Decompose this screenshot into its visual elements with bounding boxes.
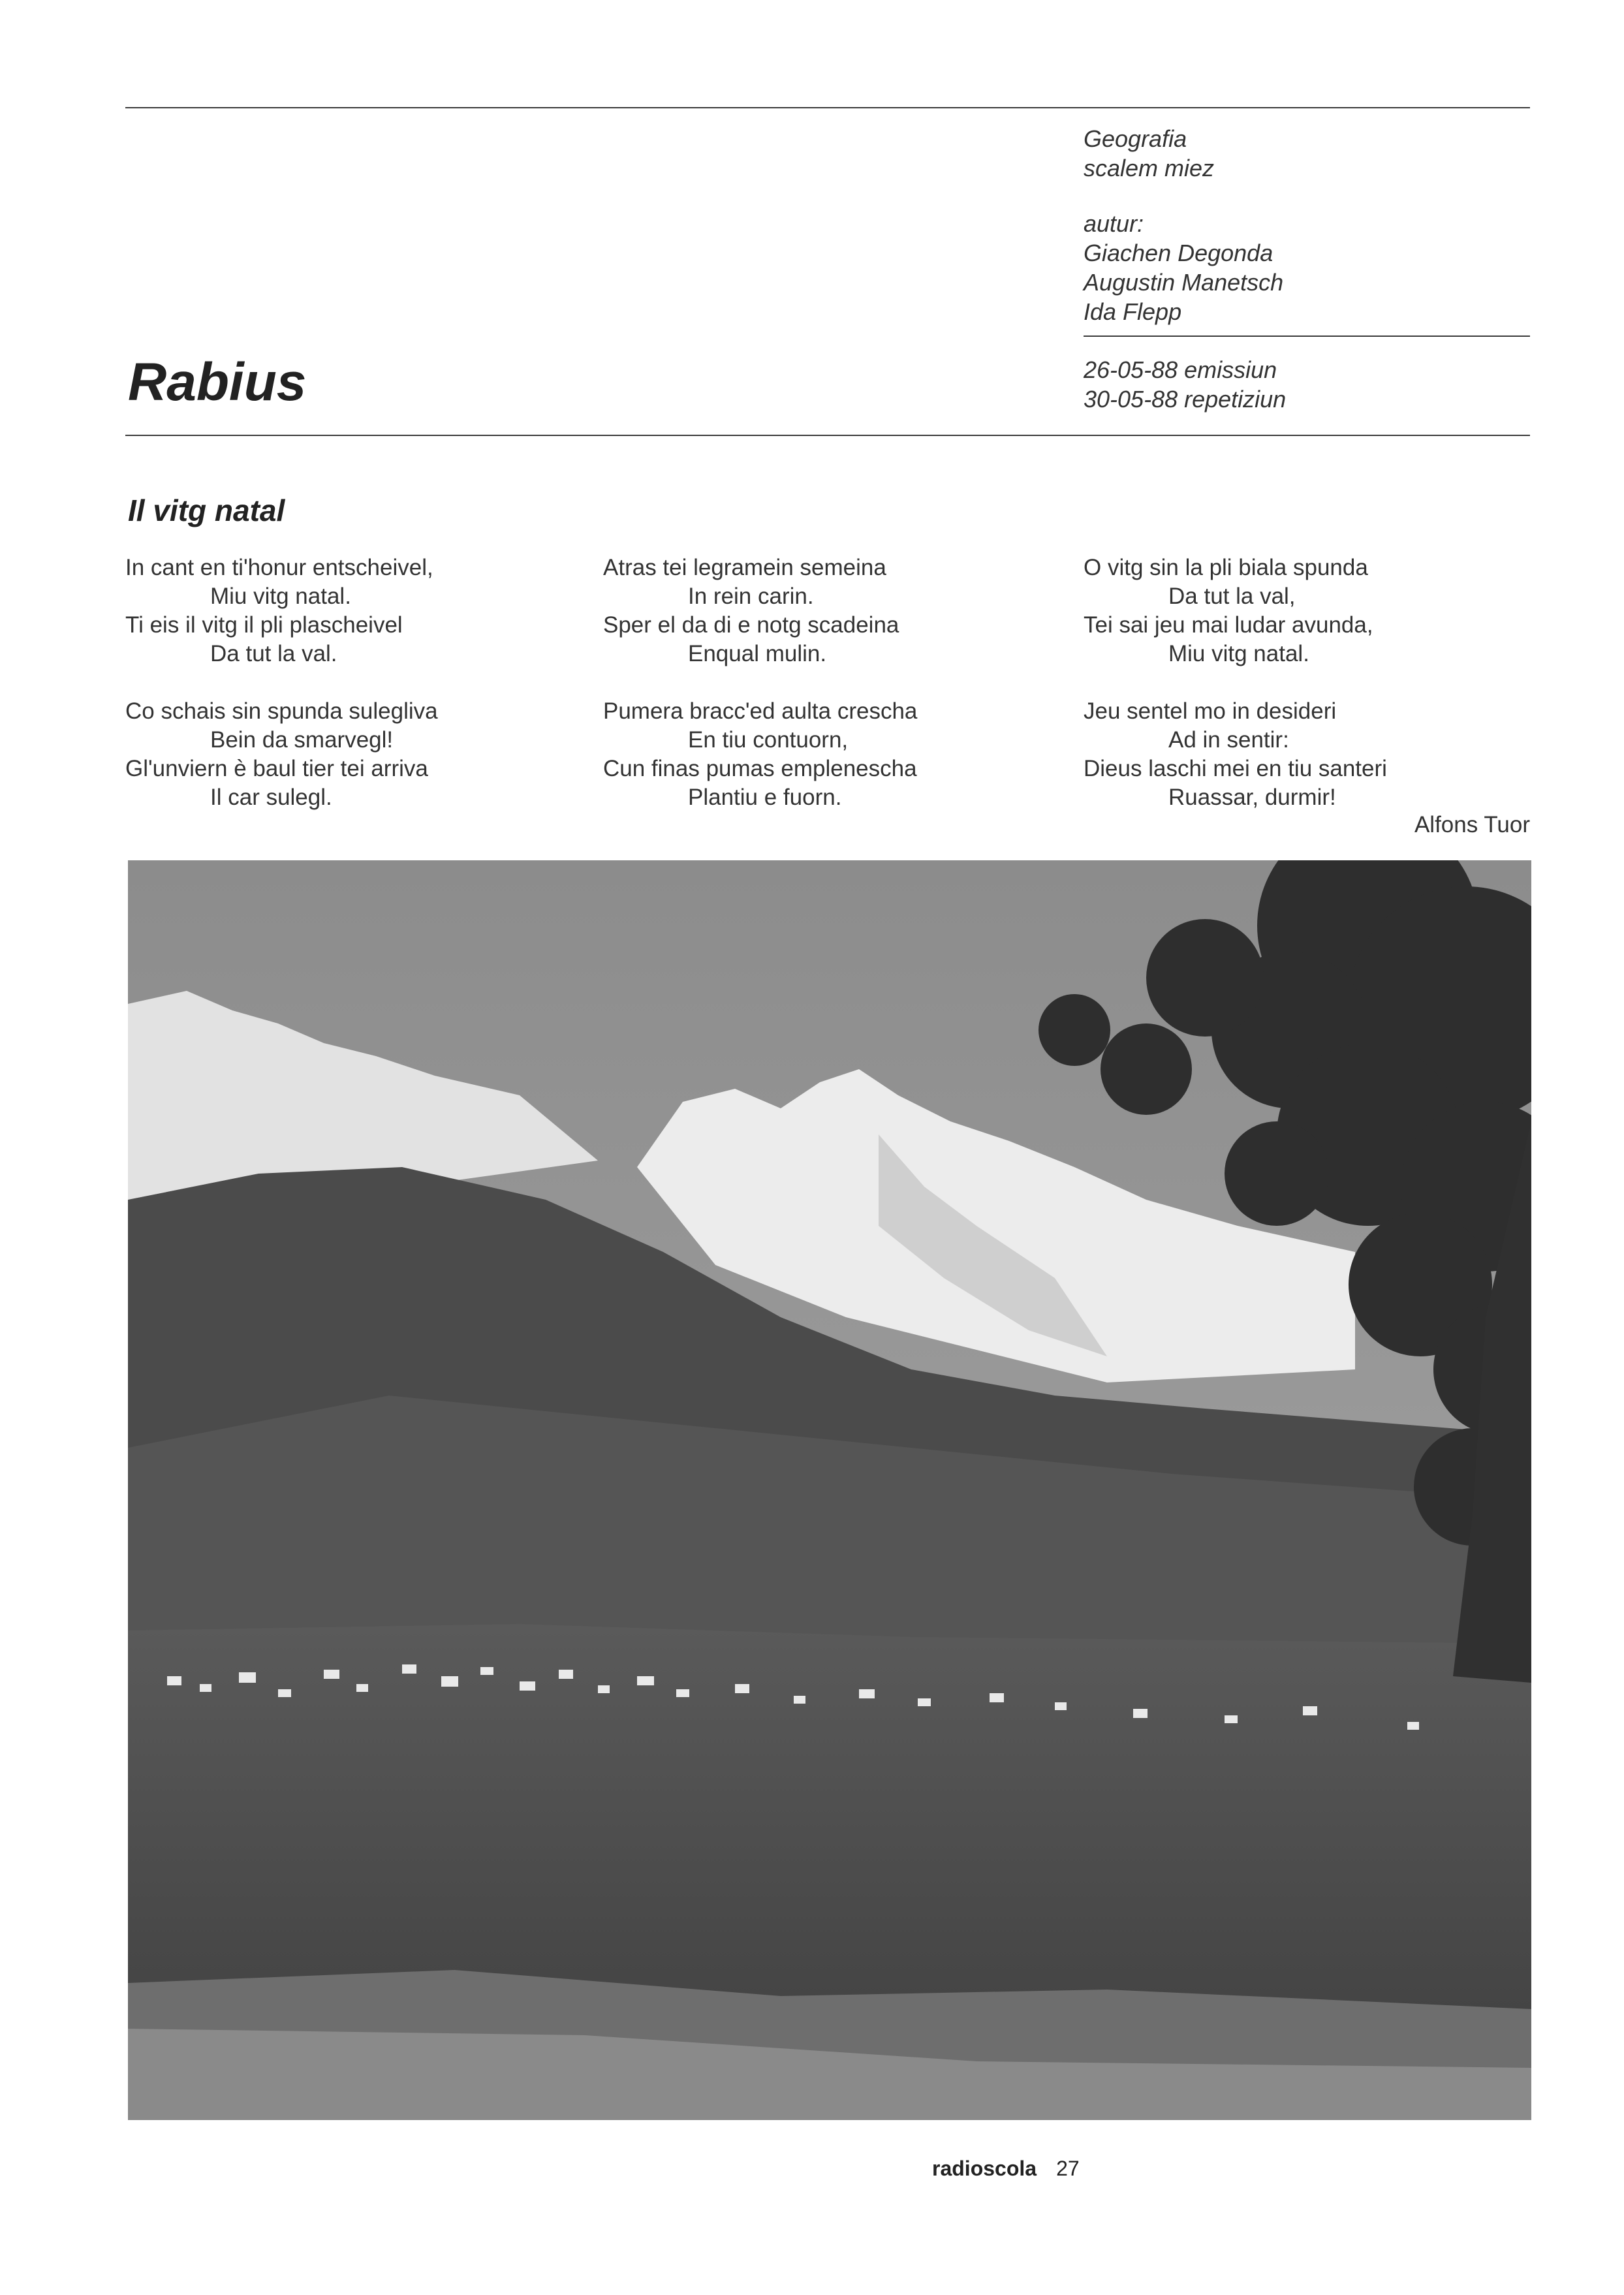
poem-column-3 (1084, 554, 1540, 841)
poem-line: Jeu sentel mo in desideri (1084, 698, 1337, 724)
poem-stanza (603, 554, 1060, 668)
page-title: Rabius (128, 352, 307, 412)
author-name: Augustin Manetsch (1084, 269, 1284, 296)
poem-line: Pumera bracc'ed aulta crescha (603, 698, 918, 724)
poem-stanza (1084, 697, 1540, 812)
publication-name: radioscola (932, 2157, 1037, 2180)
village-photo (128, 860, 1531, 2120)
authors-info (1084, 209, 1283, 326)
subject-info (1084, 124, 1214, 183)
poem-line: Tei sai jeu mai ludar avunda, (1084, 612, 1373, 638)
poem-stanza (603, 697, 1060, 812)
header-bottom-rule (125, 435, 1530, 436)
poem-line: Gl'unviern è baul tier tei arriva (125, 756, 428, 781)
poem-stanza (125, 554, 582, 668)
poem-line: Co schais sin spunda sulegliva (125, 698, 438, 724)
broadcast-date: 26-05-88 emissiun (1084, 356, 1277, 383)
poem-line: Cun finas pumas emplenescha (603, 756, 917, 781)
poem-line: Plantiu e fuorn. (688, 785, 842, 810)
broadcast-dates (1084, 355, 1286, 414)
poem-line: Ad in sentir: (1168, 727, 1289, 753)
poem-line: Enqual mulin. (688, 641, 827, 666)
poem-column-2 (603, 554, 1060, 841)
meta-rule (1084, 336, 1530, 337)
page-footer (932, 2155, 1080, 2181)
poem-stanza (125, 697, 582, 812)
poem-line: In rein carin. (688, 584, 814, 609)
subject-line: Geografia (1084, 125, 1187, 152)
poem-line: Ti eis il vitg il pli plascheivel (125, 612, 403, 638)
poem-line: Dieus laschi mei en tiu santeri (1084, 756, 1387, 781)
poem-line: Sper el da di e notg scadeina (603, 612, 899, 638)
poem-line: Bein da smarvegl! (210, 727, 394, 753)
level-line: scalem miez (1084, 155, 1215, 181)
poem-stanza (1084, 554, 1540, 668)
poem-line: Atras tei legramein semeina (603, 555, 886, 580)
poem-column-1 (125, 554, 582, 841)
poem-line: En tiu contuorn, (688, 727, 849, 753)
poem-line: Il car sulegl. (210, 785, 332, 810)
author-name: Ida Flepp (1084, 298, 1182, 325)
poem-author: Alfons Tuor (1414, 812, 1530, 837)
authors-label: autur: (1084, 210, 1144, 237)
page-number: 27 (1056, 2157, 1080, 2180)
poem-title: Il vitg natal (128, 493, 285, 527)
poem-line: Da tut la val, (1168, 584, 1296, 609)
poem-line: Da tut la val. (210, 641, 337, 666)
poem-line: Ruassar, durmir! (1168, 785, 1336, 810)
poem-line: O vitg sin la pli biala spunda (1084, 555, 1368, 580)
poem-line: In cant en ti'honur entscheivel, (125, 555, 433, 580)
top-rule (125, 107, 1530, 108)
author-name: Giachen Degonda (1084, 240, 1273, 266)
poem-line: Miu vitg natal. (1168, 641, 1309, 666)
poem-line: Miu vitg natal. (210, 584, 351, 609)
repeat-date: 30-05-88 repetiziun (1084, 386, 1287, 413)
